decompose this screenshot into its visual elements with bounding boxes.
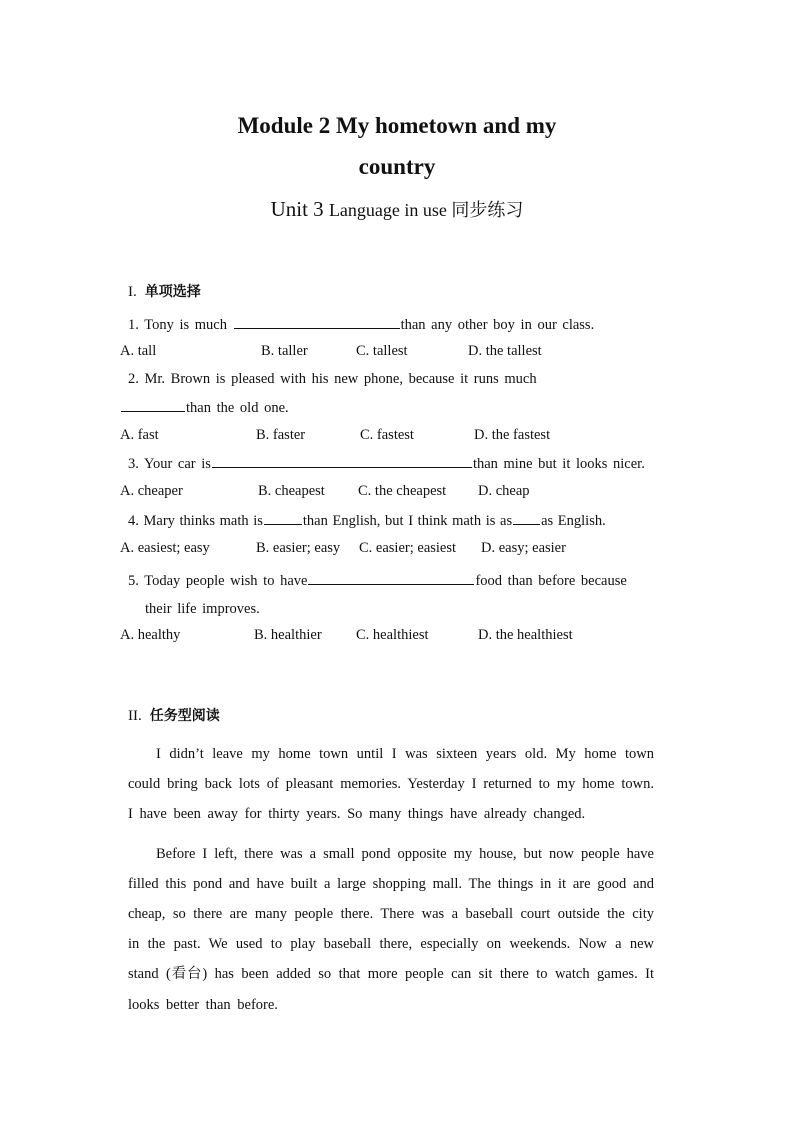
reading-passage <box>128 739 654 1020</box>
title-line-1: Module 2 My hometown and my <box>237 113 557 138</box>
q1-option-b: B. taller <box>261 343 308 359</box>
question-1-text-after: than any other boy in our class. <box>400 317 595 333</box>
section-1-name: 单项选择 <box>144 284 201 300</box>
paragraph-gap <box>128 830 654 839</box>
q5-option-c: C. healthiest <box>356 627 429 643</box>
q3-option-d: D. cheap <box>478 483 530 499</box>
question-3-text-after: than mine but it looks nicer. <box>472 456 645 472</box>
q4-option-d: D. easy; easier <box>481 540 566 556</box>
question-4 <box>128 511 606 530</box>
q3-option-c: C. the cheapest <box>358 483 447 499</box>
question-5-text-after: food than before because <box>475 573 627 589</box>
question-1-text: 1. Tony is much <box>128 317 227 333</box>
section-1-heading <box>128 282 201 302</box>
q2-option-d: D. the fastest <box>474 427 551 443</box>
subtitle-unit: Unit 3 <box>270 197 324 221</box>
question-4-text-after: as English. <box>541 513 606 529</box>
q4-option-c: C. easier; easiest <box>359 540 457 556</box>
answer-blank <box>234 315 400 329</box>
question-5 <box>128 571 627 590</box>
question-2-text-after: than the old one. <box>186 400 289 416</box>
q3-option-b: B. cheapest <box>258 483 325 499</box>
question-4-text: 4. Mary thinks math is <box>128 513 263 529</box>
section-2-number: II. <box>128 708 142 724</box>
q1-option-d: D. the tallest <box>468 343 542 359</box>
question-5-text: 5. Today people wish to have <box>128 573 308 589</box>
question-2-line-2 <box>120 398 289 417</box>
question-4-text-mid: than English, but I think math is as <box>302 513 513 529</box>
q2-option-b: B. faster <box>256 427 306 443</box>
passage-paragraph-2: Before I left, there was a small pond opposite my house, but now people have filled this pond and have built a large shopping mall. The things in it are good and cheap, so there are many people there. There was a baseball court outside the city in the past. We used to play baseball there, especially on weekends. Now a new stand (看台) has been added so that more people can sit there to watch games. It looks better than before. <box>128 845 654 1013</box>
subtitle-rest: Language in use 同步练习 <box>328 200 524 220</box>
answer-blank <box>513 511 540 525</box>
question-3 <box>128 454 645 473</box>
answer-blank <box>121 398 185 412</box>
question-2: 2. Mr. Brown is pleased with his new phone, because it runs much <box>128 371 537 387</box>
question-5-line-2: their life improves. <box>145 601 260 617</box>
q2-option-c: C. fastest <box>360 427 414 443</box>
q4-option-a: A. easiest; easy <box>120 540 210 556</box>
subtitle <box>0 195 794 224</box>
q5-option-a: A. healthy <box>120 627 181 643</box>
q3-option-a: A. cheaper <box>120 483 183 499</box>
question-1 <box>128 315 594 334</box>
question-3-text: 3. Your car is <box>128 456 211 472</box>
answer-blank <box>212 454 472 468</box>
q5-option-d: D. the healthiest <box>478 627 573 643</box>
q1-option-c: C. tallest <box>356 343 408 359</box>
title-line-2: country <box>358 154 436 179</box>
q1-option-a: A. tall <box>120 343 157 359</box>
section-1-number: I. <box>128 284 137 300</box>
passage-paragraph-1: I didn’t leave my home town until I was sixteen years old. My home town could bring back lots of pleasant memories. Yesterday I returned to my home town. I have been away for thirty years. So many things have already changed. <box>128 746 654 823</box>
section-2-heading <box>128 706 220 726</box>
q5-option-b: B. healthier <box>254 627 322 643</box>
q4-option-b: B. easier; easy <box>256 540 341 556</box>
q2-option-a: A. fast <box>120 427 159 443</box>
answer-blank <box>264 511 302 525</box>
section-2-name: 任务型阅读 <box>149 708 220 724</box>
answer-blank <box>308 571 474 585</box>
